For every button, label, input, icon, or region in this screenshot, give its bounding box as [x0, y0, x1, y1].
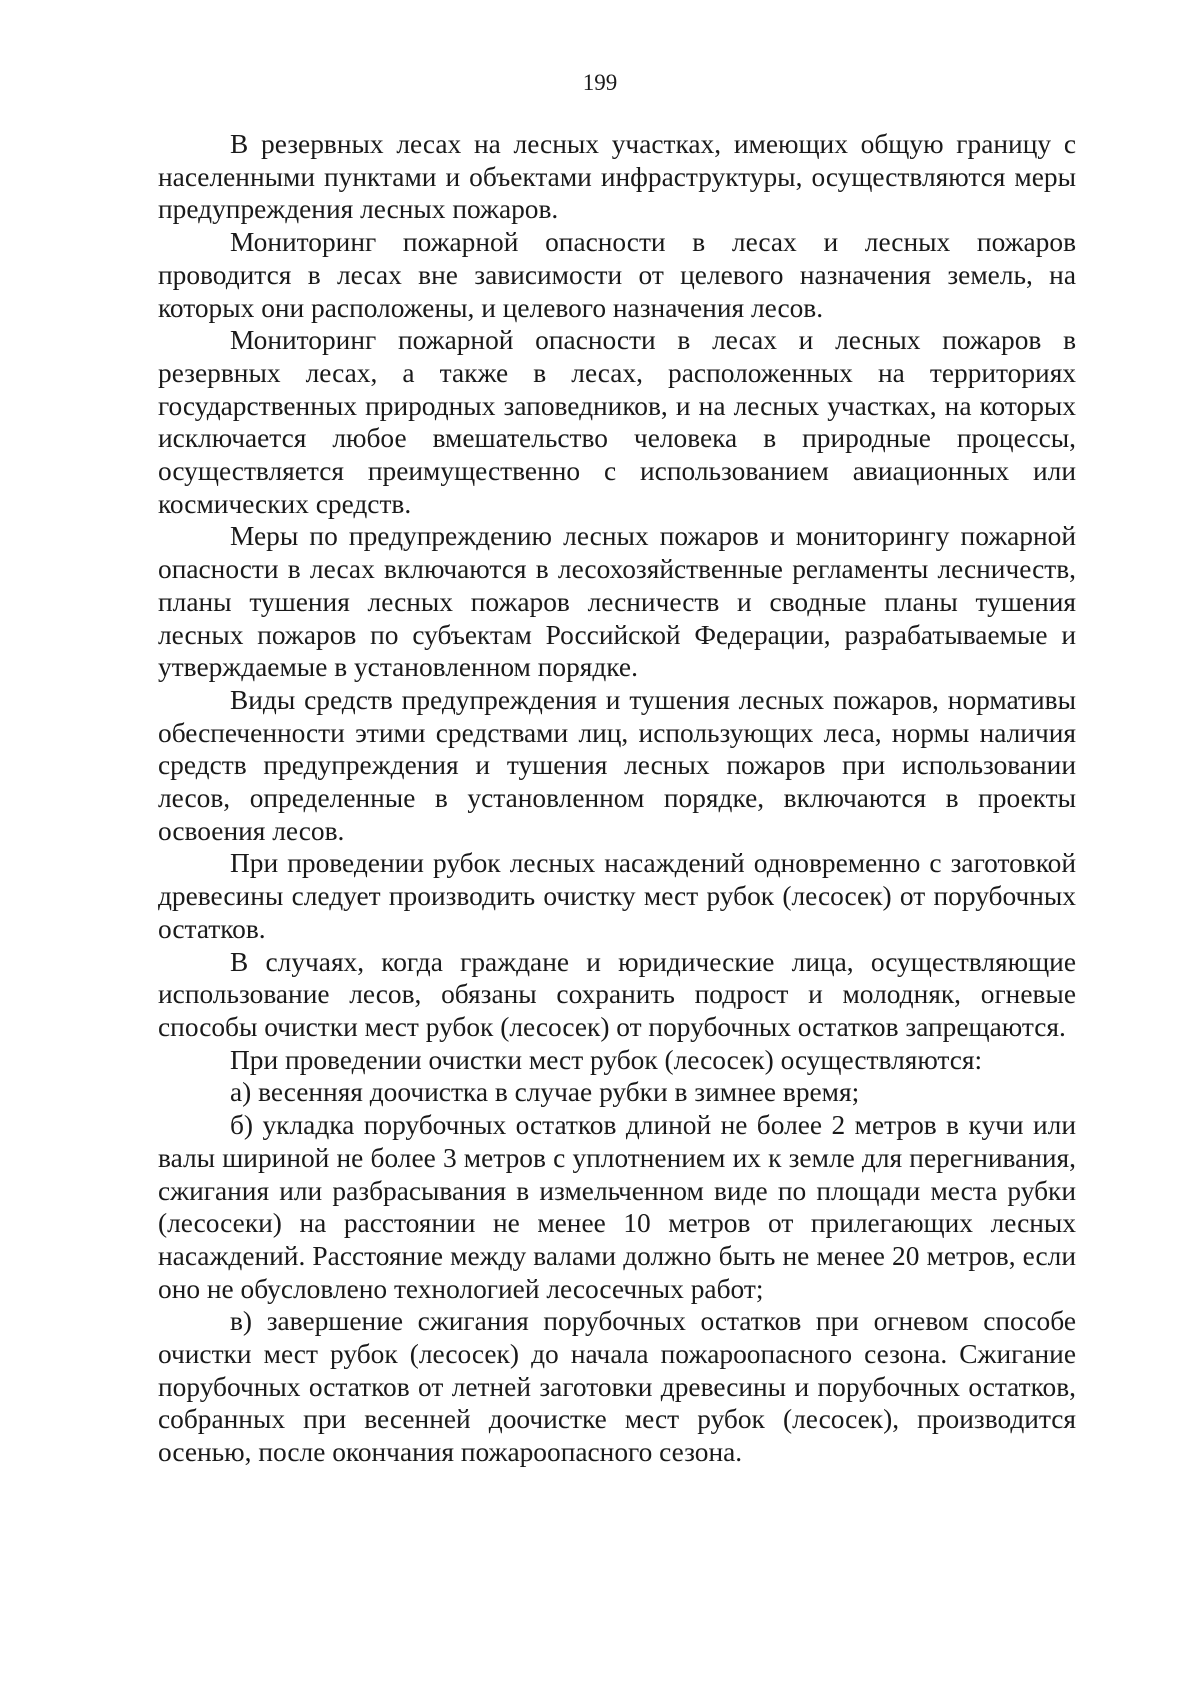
paragraph: Мониторинг пожарной опасности в лесах и лесных пожаров проводится в лесах вне зависимости от целевого назначения земель, на которых они расположены, и целевого назначения лесов.	[158, 227, 1076, 323]
document-body	[158, 128, 1076, 1469]
paragraph: При проведении рубок лесных насаждений одновременно с заготовкой древесины следует производить очистку мест рубок (лесосек) от порубочных остатков.	[158, 848, 1076, 944]
paragraph: В резервных лесах на лесных участках, имеющих общую границу с населенными пунктами и объектами инфраструктуры, осуществляются меры предупреждения лесных пожаров.	[158, 129, 1076, 225]
list-item-a: а) весенняя доочистка в случае рубки в зимнее время;	[230, 1077, 860, 1108]
paragraph: Меры по предупреждению лесных пожаров и мониторингу пожарной опасности в лесах включаются в лесохозяйственные регламенты лесничеств, планы тушения лесных пожаров лесничеств и сводные планы тушения лесных пожаров по субъектам Российской Федерации, разрабатываемые и утверждаемые в установленном порядке.	[158, 521, 1076, 683]
paragraph: При проведении очистки мест рубок (лесосек) осуществляются:	[230, 1044, 983, 1075]
list-item-b: б) укладка порубочных остатков длиной не более 2 метров в кучи или валы шириной не более 3 метров с уплотнением их к земле для перегнивания, сжигания или разбрасывания в измельченном виде по площади места рубки (лесосеки) на расстоянии не менее 10 метров от прилегающих лесных насаждений. Расстояние между валами должно быть не менее 20 метров, если оно не обусловлено технологией лесосечных работ;	[158, 1110, 1076, 1304]
paragraph: Виды средств предупреждения и тушения лесных пожаров, нормативы обеспеченности этими средствами лиц, использующих леса, нормы наличия средств предупреждения и тушения лесных пожаров при использовании лесов, определенные в установленном порядке, включаются в проекты освоения лесов.	[158, 684, 1076, 846]
paragraph: Мониторинг пожарной опасности в лесах и лесных пожаров в резервных лесах, а также в лесах, расположенных на территориях государственных природных заповедников, и на лесных участках, на которых исключается любое вмешательство человека в природные процессы, осуществляется преимущественно с использованием авиационных или космических средств.	[158, 325, 1076, 519]
paragraph: В случаях, когда граждане и юридические лица, осуществляющие использование лесов, обязаны сохранить подрост и молодняк, огневые способы очистки мест рубок (лесосек) от порубочных остатков запрещаются.	[158, 946, 1076, 1042]
list-item-c: в) завершение сжигания порубочных остатков при огневом способе очистки мест рубок (лесосек) до начала пожароопасного сезона. Сжигание порубочных остатков от летней заготовки древесины и порубочных остатков, собранных при весенней доочистке мест рубок (лесосек), производится осенью, после окончания пожароопасного сезона.	[158, 1306, 1076, 1468]
page-number: 199	[582, 70, 618, 95]
